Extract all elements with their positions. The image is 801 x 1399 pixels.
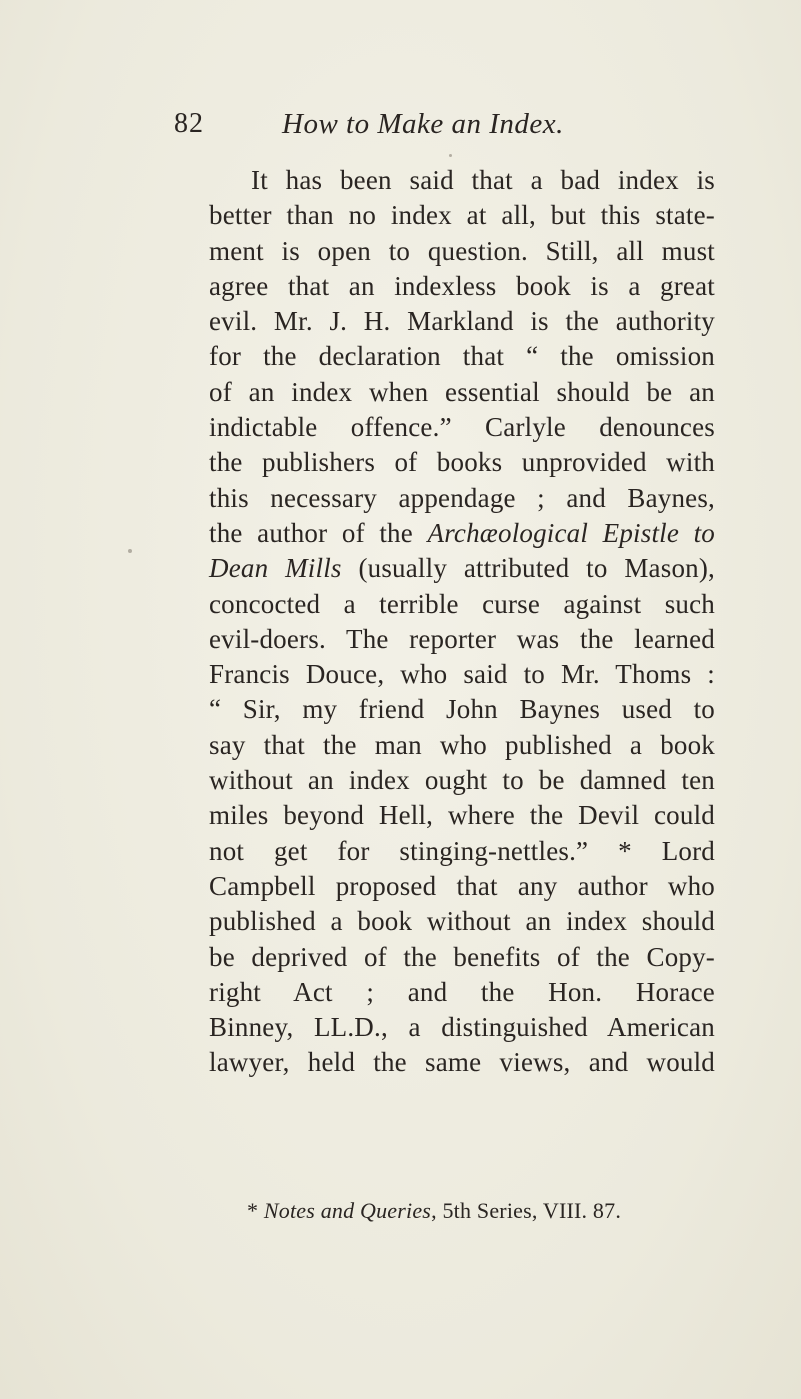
- text-line: of an index when essential should be an: [209, 376, 715, 407]
- text-segment: (usually attributed to Mason),: [358, 553, 715, 584]
- text-line: say that the man who published a book: [209, 729, 715, 760]
- text-line: miles beyond Hell, where the Devil could: [209, 800, 715, 831]
- text-line: for the declaration that “ the omission: [209, 341, 715, 372]
- text-line: not get for stinging-nettles.” * Lord: [209, 835, 715, 866]
- text-segment: the author of the: [209, 517, 413, 548]
- text-line: ment is open to question. Still, all must: [209, 235, 715, 266]
- body-text: [209, 163, 715, 1081]
- text-line: evil-doers. The reporter was the learned: [209, 623, 715, 654]
- text-line: evil. Mr. J. H. Markland is the authority: [209, 306, 715, 337]
- italic-title: Archæological Epistle to: [427, 517, 715, 548]
- paper-speck: [449, 154, 452, 157]
- page-header-title: How to Make an Index.: [282, 108, 564, 140]
- text-line: be deprived of the benefits of the Copy-: [209, 941, 715, 972]
- text-line: Francis Douce, who said to Mr. Thoms :: [209, 659, 715, 690]
- text-line: [209, 551, 715, 586]
- text-line: “ Sir, my friend John Baynes used to: [209, 694, 715, 725]
- text-line: indictable offence.” Carlyle denounces: [209, 412, 715, 443]
- text-line: better than no index at all, but this state-: [209, 200, 715, 231]
- text-line: [209, 516, 715, 551]
- italic-title: Dean Mills: [209, 553, 342, 584]
- footnote-marker: *: [247, 1198, 259, 1223]
- text-line: concocted a terrible curse against such: [209, 588, 715, 619]
- text-line: It has been said that a bad index is: [251, 165, 715, 195]
- running-head: [174, 104, 734, 144]
- text-line: published a book without an index should: [209, 906, 715, 937]
- text-line: without an index ought to be damned ten: [209, 765, 715, 796]
- footnote-source-title: Notes and Queries: [263, 1198, 432, 1223]
- text-line: this necessary appendage ; and Baynes,: [209, 482, 715, 513]
- footnote: [247, 1196, 621, 1226]
- text-line: right Act ; and the Hon. Horace: [209, 976, 715, 1007]
- page-number: 82: [174, 108, 204, 139]
- paper-speck: [128, 549, 132, 553]
- footnote-reference: , 5th Series, VIII. 87.: [431, 1198, 622, 1223]
- text-line: lawyer, held the same views, and would: [209, 1047, 715, 1078]
- text-line: Binney, LL.D., a distinguished American: [209, 1012, 715, 1043]
- text-line: Campbell proposed that any author who: [209, 870, 715, 901]
- text-line: the publishers of books unprovided with: [209, 447, 715, 478]
- text-line: agree that an indexless book is a great: [209, 270, 715, 301]
